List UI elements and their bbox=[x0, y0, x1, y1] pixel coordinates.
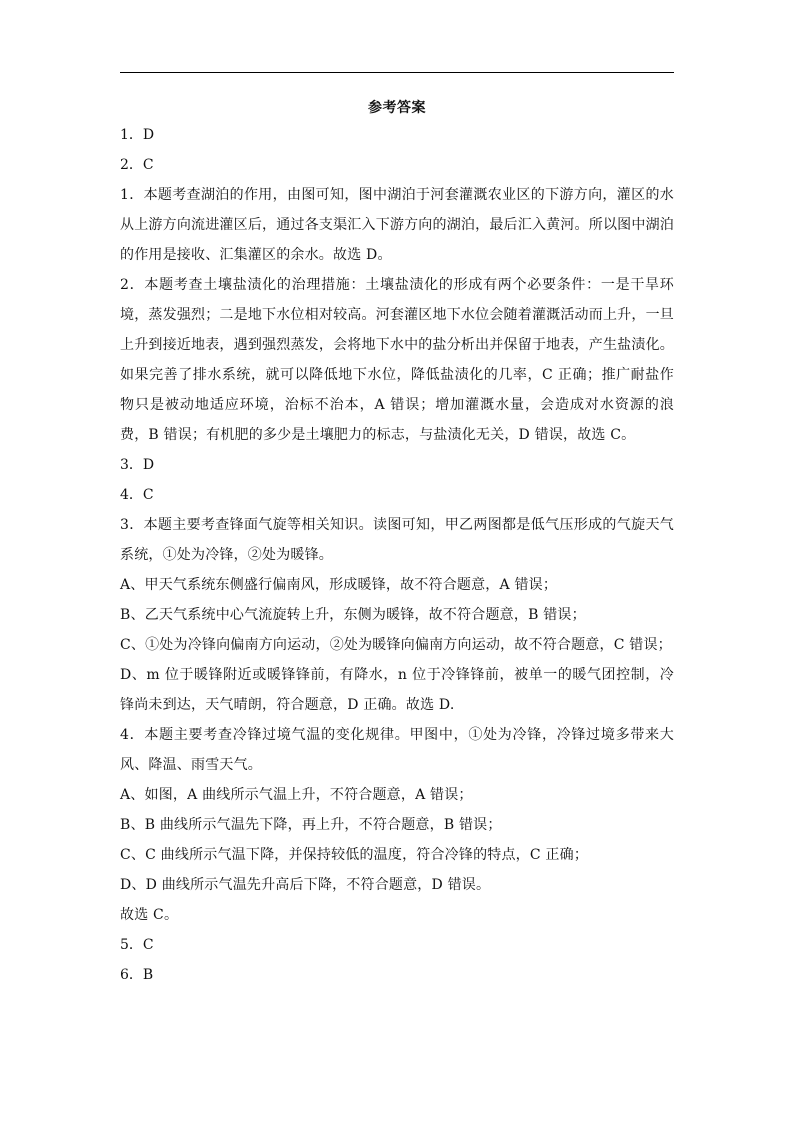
explanation-4-option-b: B、B 曲线所示气温先下降，再上升，不符合题意，B 错误； bbox=[120, 817, 502, 833]
page-title: 参考答案 bbox=[368, 100, 426, 116]
explanation-4-option-d: D、D 曲线所示气温先升高后下降，不符合题意，D 错误。 bbox=[120, 877, 491, 893]
answer-line-2: 2．C bbox=[120, 157, 154, 173]
explanation-3-option-a: A、甲天气系统东侧盛行偏南风，形成暖锋，故不符合题意，A 错误； bbox=[120, 577, 558, 593]
answer-line-6: 6．B bbox=[120, 967, 154, 983]
explanation-4: 4．本题主要考查冷锋过境气温的变化规律。甲图中，①处为冷锋，冷锋过境多带来大风、降温、雨雪天气。 bbox=[120, 727, 674, 773]
explanation-3-option-b: B、乙天气系统中心气流旋转上升，东侧为暖锋，故不符合题意，B 错误； bbox=[120, 607, 586, 623]
answer-line-3: 3．D bbox=[120, 457, 155, 473]
answer-line-1: 1．D bbox=[120, 127, 155, 143]
explanation-4-option-a: A、如图，A 曲线所示气温上升，不符合题意，A 错误； bbox=[120, 787, 473, 803]
answer-line-4: 4．C bbox=[120, 487, 154, 503]
explanation-4-conclusion: 故选 C。 bbox=[120, 907, 179, 923]
explanation-1: 1．本题考查湖泊的作用，由图可知，图中湖泊于河套灌溉农业区的下游方向，灌区的水从上游方向流进灌区后，通过各支渠汇入下游方向的湖泊，最后汇入黄河。所以图中湖泊的作用是接收、汇集灌区的余水。故选 D。 bbox=[120, 187, 674, 263]
answer-content bbox=[120, 120, 674, 990]
explanation-4-option-c: C、C 曲线所示气温下降，并保持较低的温度，符合冷锋的特点，C 正确； bbox=[120, 847, 589, 863]
answer-line-5: 5．C bbox=[120, 937, 154, 953]
explanation-3-option-d: D、m 位于暖锋附近或暖锋锋前，有降水，n 位于冷锋锋前，被单一的暖气团控制，冷锋尚未到达，天气晴朗，符合题意，D 正确。故选 D. bbox=[120, 667, 674, 713]
explanation-2: 2．本题考查土壤盐渍化的治理措施：土壤盐渍化的形成有两个必要条件：一是干旱环境，蒸发强烈；二是地下水位相对较高。河套灌区地下水位会随着灌溉活动而上升，一旦上升到接近地表，遇到强烈蒸发，会将地下水中的盐分析出并保留于地表，产生盐渍化。如果完善了排水系统，就可以降低地下水位，降低盐渍化的几率，C 正确；推广耐盐作物只是被动地适应环境，治标不治本，A 错误；增加灌溉水量，会造成对水资源的浪费，B 错误；有机肥的多少是土壤肥力的标志，与盐渍化无关，D 错误，故选 C。 bbox=[120, 277, 674, 443]
explanation-3: 3．本题主要考查锋面气旋等相关知识。读图可知，甲乙两图都是低气压形成的气旋天气系统，①处为冷锋，②处为暖锋。 bbox=[120, 517, 674, 563]
header-rule bbox=[120, 72, 674, 73]
explanation-3-option-c: C、①处为冷锋向偏南方向运动，②处为暖锋向偏南方向运动，故不符合题意，C 错误； bbox=[120, 637, 672, 653]
